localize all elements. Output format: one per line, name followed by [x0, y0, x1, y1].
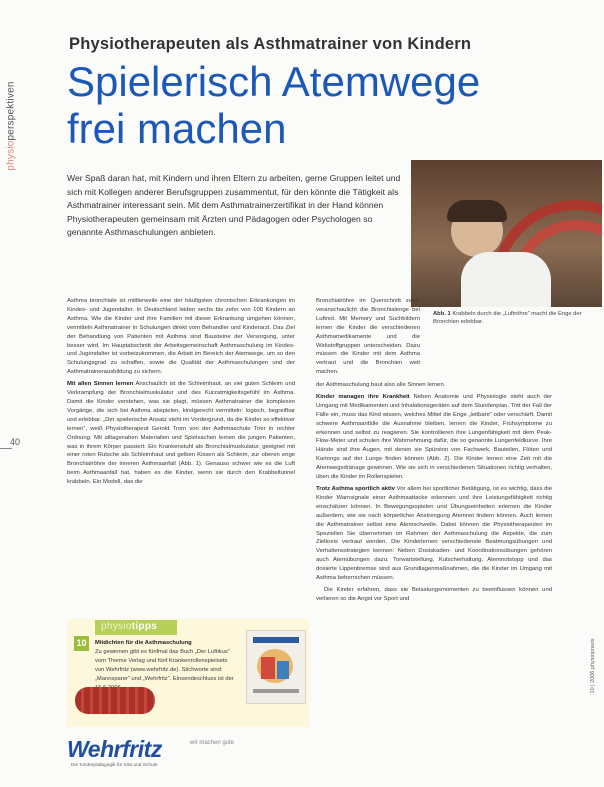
page-title: [67, 58, 587, 152]
book-footer-bar: [253, 689, 299, 693]
logo-slogan: wir machen gute: [190, 740, 235, 746]
child-tunnel-photo: [411, 160, 602, 307]
section-paragraph: [67, 380, 295, 487]
section-text: Vor allem bei sportlicher Betätigung, ist es wichtig, dass die Kinder Warnsignale einer Asthmaattacke erkennen und ihre Leistungsfähigkeit richtig einschätzen können. In Bewegungsspielen und Übungseinheiten erlernen die Kinder außerdem, wie sie nach körperlicher Anstrengung Atemnot lindern können. Auch lernen die Asthmatrainer selbst eine Atemschwelle. Dabei können die Physiotherapeuten im Speziellen Sie übernehmen im Rahmen der Asthmaschulung die Aspekte, die zum Zielkreis vertraut werden. Die Kinderlernen verschiedenste Beatmungsübungen und Verhaltensstrategien kennen: Neben Dosiskaden- und Koordinationsübungen gehören auch Atemübungen dazu: Torwartstellung, Kutscherhaltung, Atemnotstopp und das dosierte Lippenbremse sind aus Grundlagenmaßnahmen, die die Kinder im Umgang mit Asthma beherrschen müssen.: [316, 485, 553, 582]
tip-heading: Mitdichten für die Asthmaschulung: [95, 640, 192, 646]
caption-label: Abb. 1: [433, 311, 451, 317]
title-line-2: frei machen: [67, 105, 287, 152]
tip-body: Zu gewinnen gibt es fünfmal das Buch „Der Luftikus“ vom Thieme Verlag und fünf Krankenrollenspielsets von Wehrfritz (www.wehrfritz.de). Stichworte sind: „Mannsparer“ und „Wehrfritz“. Einsendeschluss ist der: [95, 648, 234, 682]
title-line-1: Spielerisch Atemwege: [67, 58, 481, 105]
caption-text: Krabbeln durch die „Luftröhre“ macht die Enge der Bronchien erlebbar.: [433, 311, 582, 325]
lead-paragraph: Wer Spaß daran hat, mit Kindern und ihren Eltern zu arbeiten, gerne Gruppen leitet und sich mit Kollegen anderer Berufsgruppen zusammentut, für den könnte die Tätigkeit als Asthmatrainer interessant sein. Mit dem Asthmatrainerzertifikat in der Hand können Physiotherapeuten gemeinsam mit Ärzten und Pädagogen oder Psychologen so genannte Asthmaschulungen anbieten.: [67, 173, 401, 238]
journal-issue-text: 10 | 2006 physiopraxis: [590, 638, 596, 694]
section-paragraph: [316, 485, 552, 583]
body-column-1: [67, 297, 295, 490]
section-text: Neben Anatomie und Physiologie steht auch der Umgang mit Medikamenten und Inhalationsgeräten auf dem Stundenplan. Tritt der Fall der Fälle ein, muss das Kind wissen, welches Mittel die Enge „leitbare“ oder verschärft. Damit schwere Asthmaanfälle die Ausnahme bleiben, lernen die Kinder, Frühsymptome zu erkennen und selbst zu reagieren. Sie kontrollieren ihre Lungenfähigkeit mit dem Peak-Flow-Meter und schulen ihre Wahrnehmung dafür, die so genannte Lungenfeldkurve. Ihre Hände sind ihre Augen, mit denen sie Spürsinn von Fachwerk, Bauteilen, Flöten und Kartongs auf der Lunge finden können (Abb. 2). Die Kinder lernen eine Zeit mit die Atemwegsdränage gewinnen. Wie sie sich in verschiedenen Situationen richtig verhalten, üben die Kinder im Rollenspielen.: [316, 393, 552, 481]
side-label-part2: perspektiven: [5, 81, 17, 141]
logo-tagline: Die Kinderpädagogik für Kita und Schule: [71, 763, 158, 768]
journal-issue-label: [588, 636, 598, 696]
child-shirt: [461, 252, 551, 307]
child-hair: [447, 200, 507, 222]
kicker-heading: Physiotherapeuten als Asthmatrainer von Kindern: [69, 35, 472, 53]
section-heading: Trotz Asthma sportlich aktiv: [316, 485, 395, 492]
column-3-final: Die Kinder erfahren, dass sie Belastungsmomenten zu beeinflussen können und verlieren so die Angst vor Sport und: [316, 586, 552, 602]
photo-caption: [433, 310, 604, 326]
side-label-part1: physio: [5, 140, 17, 171]
section-paragraph: [316, 393, 552, 482]
column-2-paragraph: Bronchialröhre im Querschnitt zeigt, veranschaulicht die Bronchialenge bei Luftnot. Mit Memory und Suchbildern lernen die Kinder die verschiedenen Asthmamedikamente und die Wirkstoffgruppen unterscheiden. Dazu müssen die Kinder mit dem Asthma vertraut und die Bronchien weit machen.: [316, 298, 420, 376]
intro-paragraph: Asthma bronchiale ist mittlerweile eine der häufigsten chronischen Erkrankungen im Kindes- und Jugendalter. In Deutschland leiden sechs bis zehn von 100 Kindern an Asthma. Wie die Kinder und ihre Familien mit dieser Erkrankung umgehen können, vermitteln Asthmatrainer in Schulungen direkt vom Behandler und Kinderarzt. Das Ziel der Behandlung von Patienten mit Asthma sind Bausteine der Versorgung, unter besser wird. Im Hauptabschnitt der Arbeitsgemeinschaft Asthmaschulung im Kindes- und Jugendalter ist vorbeizukommen, die Arbeit im Bereich der Atemwege, um so den Schulungsgrad zu schaffen, sowie die Qualität der Asthmaschulungen und der Asthmatrainerausbildung zu sichern.: [67, 298, 295, 376]
section-heading: Mit allen Sinnen lernen: [67, 381, 134, 388]
tip-box-tab: [95, 620, 177, 635]
page-number-rule: [0, 448, 12, 449]
tunnel-roll-image: [75, 687, 155, 714]
section-text: Anschaulich ist die Schleimhaut, an viel guten Schleim und Verkrampfung der Bronchialmuskulatur und des Kurzatmigkeitsgefühl im Asthma. Damit die Kinder verstehen, was sie plagt, müssen Asthmatrainer die komplexen Vorgänge, die sich bei Asthma abspielen, kindgerecht vermitteln: logisch, begreifbar und erlebbar. „Der spielerische Ansatz steht im Vordergrund, da die Kinder so effektiver lernen“, weiß Physiotherapeut Gerold Trom von der Asthmaschule Trier in rechter Ordnung. Mit alltagsnahen Materialien und Spielsachen lernen die jungen Patienten, was in ihrem Körper passiert: Ein Krankenstuhl als Bronchialmuskulatur, geeignet mit einer roten Rutsche als Schleimhaut und gelben Kissen als Schleim, zur oberen enge Bronchialröhre der inneren Asthmaanfall (Abb. 1). Genauso schwer wie es die Luft beim Asthmaanfall hat, haben es die Kinder, wenn sie durch den Krabbeltunnel krabbeln. Ein Modell, das die: [67, 381, 296, 486]
page-number: 40: [10, 437, 21, 447]
book-title-bar: [253, 637, 299, 643]
book-figure-2: [277, 661, 289, 679]
section-heading: Kinder managen ihre Krankheit: [316, 393, 410, 400]
tip-box-text: [95, 639, 235, 692]
book-cover-image: [246, 630, 306, 704]
book-figure: [261, 657, 275, 679]
section-side-label: [4, 66, 18, 186]
tab-part2: tipps: [131, 621, 158, 632]
body-column-3: [316, 381, 552, 607]
column-3-tail: der Asthmaschulung baut also alle Sinnen lernen.: [316, 382, 446, 388]
tab-part1: physio: [101, 621, 132, 632]
body-column-2: [316, 297, 420, 380]
wehrfritz-logo: Wehrfritz: [67, 736, 162, 762]
tip-number-icon: 10: [74, 636, 89, 651]
